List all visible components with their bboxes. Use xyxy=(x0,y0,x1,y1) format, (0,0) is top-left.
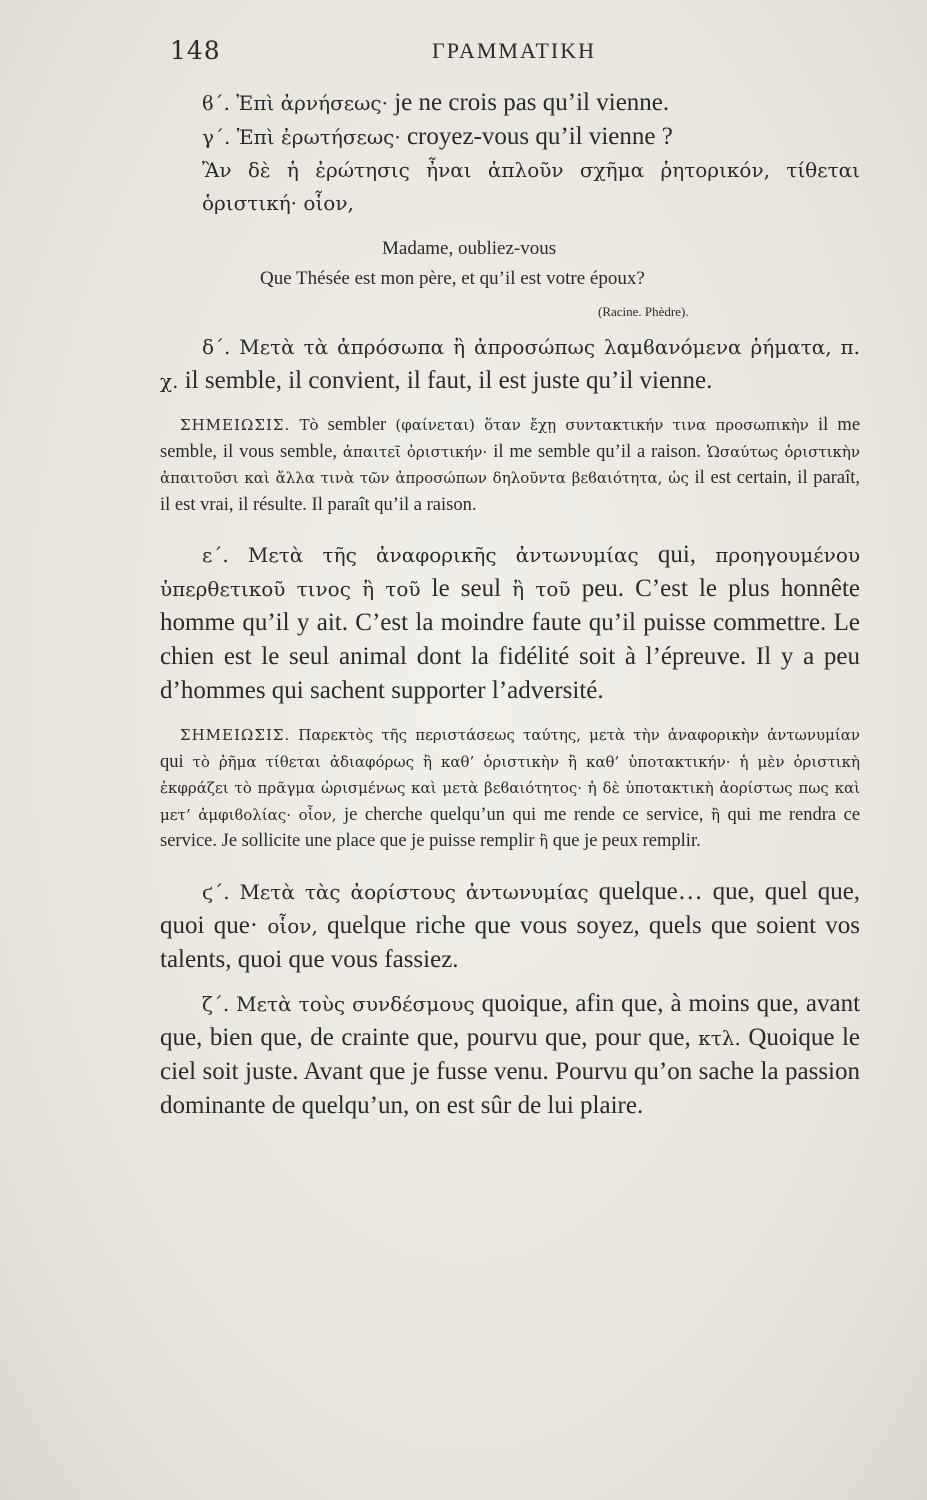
section-st-greek-1: Μετὰ τὰς ἀορίστους ἀντωνυμίας xyxy=(239,879,589,904)
note-2-greek-1: Παρεκτὸς τῆς περιστάσεως ταύτης, μετὰ τὴν ἀναφορικὴν ἀντωνυμίαν xyxy=(298,726,861,744)
verse-source: (Racine. Phèdre). xyxy=(598,304,689,319)
section-b-greek: Ἐπὶ ἀρνήσεως· xyxy=(236,91,388,115)
page-header xyxy=(170,36,860,72)
section-st-label: ϛ΄. xyxy=(202,879,230,904)
note-2-french-2: je cherche quelqu’un qui me rende ce service, xyxy=(344,804,704,825)
note-1-french-3: il me semble qu’il a raison. xyxy=(493,441,701,462)
section-e xyxy=(160,538,860,708)
running-title: ΓΡΑΜΜΑΤΙΚΗ xyxy=(432,38,596,63)
section-d-greek: Μετὰ τὰ ἀπρόσωπα ἢ ἀπροσώπως λαμϐανόμενα ῥήματα, xyxy=(239,335,832,359)
page-number: 148 xyxy=(170,36,221,65)
note-2-greek-2: τὸ ῥῆμα τίθεται ἀδιαφόρως ἢ καθ’ ὁριστικὴν ἢ καθ’ ὑποτακτικήν· ἡ μὲν ὁριστικὴ ἐκφράζει τὸ πρᾶγμα ὡρισμένως καὶ μετὰ βεϐαιότητος· ἡ δὲ ὑποτακτικὴ ἀορίστως πως καὶ μετ’ ἀμφιϐολίας· οἷον, xyxy=(160,752,860,824)
section-g-label: γ΄. xyxy=(202,125,231,149)
question-note xyxy=(160,154,860,220)
note-2-french-3: qui me rendra ce service. Je sollicite une place que je puisse remplir xyxy=(160,804,861,851)
section-g-french: croyez-vous qu’il vienne ? xyxy=(406,123,673,150)
note-2-french-1: qui xyxy=(160,751,184,772)
note-1-greek-4: Ὡσαύτως ὁριστικὴν ἀπαιτοῦσι καὶ ἄλλα τινὰ τῶν ἀπροσώπων δηλοῦντα βεϐαιότητα, ὡς xyxy=(160,442,860,487)
note-2-label: ΣΗΜΕΙΩΣΙΣ. xyxy=(180,726,291,744)
section-d-french: il semble, il convient, il faut, il est juste qu’il vienne. xyxy=(184,367,713,394)
note-2-greek-4: ἢ xyxy=(539,832,549,850)
section-b xyxy=(160,86,860,120)
note-1-french-2: il me semble, il vous semble, xyxy=(160,415,861,462)
note-1-greek-2: (φαίνεται) ὅταν ἔχῃ συντακτικήν τινα προσωπικὴν xyxy=(395,416,809,434)
section-st-greek-2: οἷον, xyxy=(267,913,318,938)
section-e-french-2: le seul xyxy=(431,575,502,602)
section-d-abbr: π. χ. xyxy=(160,335,860,393)
section-g-greek: Ἐπὶ ἐρωτήσεως· xyxy=(236,125,401,149)
section-z-greek-1: Μετὰ τοὺς συνδέσμους xyxy=(236,991,475,1016)
note-1-label: ΣΗΜΕΙΩΣΙΣ. xyxy=(180,416,291,434)
note-1 xyxy=(160,412,860,518)
section-z-label: ζ΄. xyxy=(202,991,230,1016)
note-2-greek-3: ἢ xyxy=(710,805,720,824)
section-e-label: ε΄. xyxy=(202,543,229,567)
verse-line-2: Que Thésée est mon père, et qu’il est votre époux? xyxy=(260,268,645,289)
section-st xyxy=(160,875,860,977)
section-b-french: je ne crois pas qu’il vienne. xyxy=(394,89,670,116)
note-2-french-4: que je peux remplir. xyxy=(552,831,701,851)
section-e-french-3: peu. C’est le plus honnête homme qu’il y ait. C’est la moindre faute qu’il puisse commettre. Le chien est le seul animal dont la fidélité soit à l’épreuve. Il y a peu d’hommes qui sachent supporter l’adversité. xyxy=(160,575,861,704)
page-body xyxy=(160,86,860,1123)
verse-line-1: Madame, oubliez-vous xyxy=(382,238,557,259)
note-1-greek-3: ἀπαιτεῖ ὁριστικήν· xyxy=(342,442,488,461)
section-g xyxy=(160,120,860,154)
note-1-french-4: il est certain, il paraît, il est vrai, il résulte. Il paraît qu’il a raison. xyxy=(160,468,860,515)
section-e-greek-2: προηγουμένου ὑπερθετικοῦ τινος ἢ τοῦ xyxy=(160,543,861,601)
section-d xyxy=(160,330,860,398)
section-st-french-1: quelque… que, quel que, quoi que· xyxy=(160,877,861,939)
note-1-french-1: sembler xyxy=(327,415,387,435)
section-z-french-2: Quoique le ciel soit juste. Avant que je fusse venu. Pourvu qu’on sache la passion dominante de quelqu’un, on est sûr de lui plaire. xyxy=(160,1023,861,1119)
section-e-greek-1: Μετὰ τῆς ἀναφορικῆς ἀντωνυμίας xyxy=(247,543,639,567)
section-e-french-1: qui, xyxy=(657,541,697,568)
note-1-greek-1: Τὸ xyxy=(299,416,319,434)
section-z-greek-2: κτλ. xyxy=(698,1025,741,1050)
section-e-greek-3: ἢ τοῦ xyxy=(512,577,571,601)
note-2 xyxy=(160,722,860,855)
section-d-label: δ΄. xyxy=(202,335,231,359)
section-st-french-2: quelque riche que vous soyez, quels que soient vos talents, quoi que vous fassiez. xyxy=(160,911,860,973)
section-z-french-1: quoique, afin que, à moins que, avant que, bien que, de crainte que, pourvu que, pour que, xyxy=(160,989,861,1051)
section-z xyxy=(160,987,860,1123)
question-note-greek: Ἂν δὲ ἡ ἐρώτησις ἦναι ἁπλοῦν σχῆμα ῥητορικόν, τίθεται ὁριστική· οἷον, xyxy=(202,158,860,215)
section-b-label: ϐ΄. xyxy=(202,91,231,115)
